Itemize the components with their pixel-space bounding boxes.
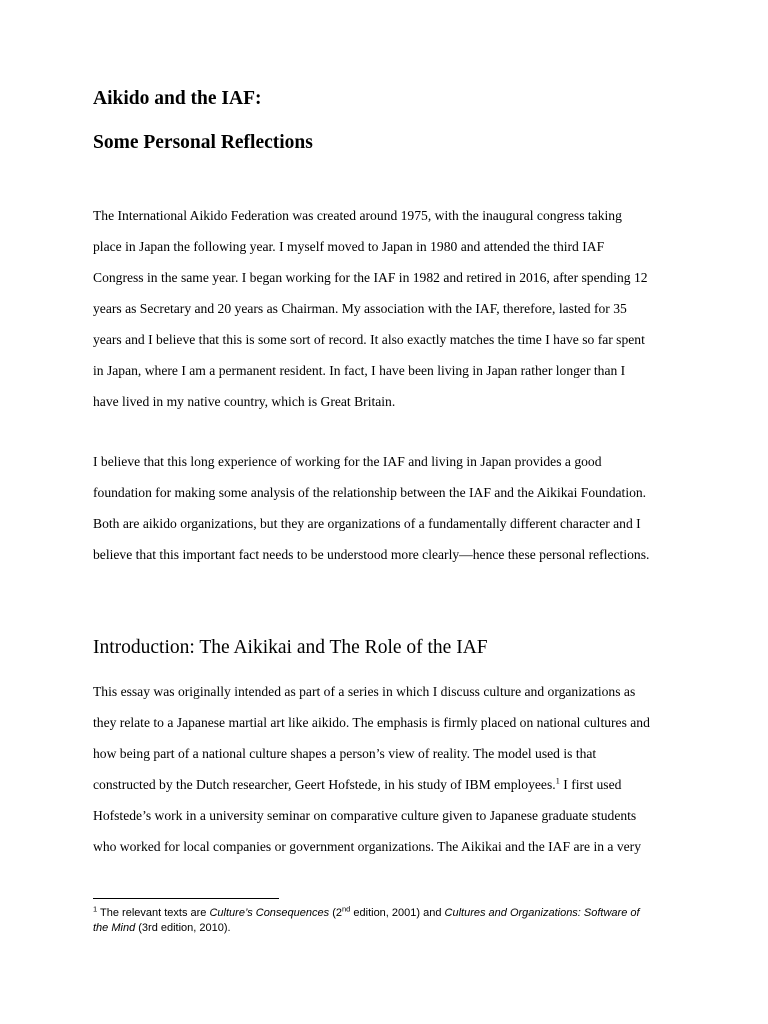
paragraph-relationship xyxy=(93,446,683,570)
paragraph-introduction xyxy=(93,676,683,862)
footnote-reference: 1 xyxy=(555,775,560,786)
text-line-with-footnote xyxy=(93,769,683,800)
footnote-book-title: the Mind xyxy=(93,922,136,934)
text-segment: I first used xyxy=(559,777,622,792)
text-line: Both are aikido organizations, but they are organizations of a fundamentally different character and I xyxy=(93,516,641,531)
document-title: Aikido and the IAF: xyxy=(93,88,262,109)
footnote-book-title: Culture’s Consequences xyxy=(209,907,330,919)
footnote-book-title: Cultures and Organizations: Software of xyxy=(444,907,640,919)
text-line: believe that this important fact needs to be understood more clearly—hence these personal reflections. xyxy=(93,547,650,562)
footnote-line xyxy=(93,906,693,921)
document-subtitle: Some Personal Reflections xyxy=(93,132,313,153)
text-line: they relate to a Japanese martial art like aikido. The emphasis is firmly placed on national cultures and xyxy=(93,715,650,730)
text-line: years as Secretary and 20 years as Chairman. My association with the IAF, therefore, lasted for 35 xyxy=(93,301,627,316)
text-line: Congress in the same year. I began working for the IAF in 1982 and retired in 2016, after spending 12 xyxy=(93,270,648,285)
paragraph-iaf-history xyxy=(93,200,683,417)
text-line: how being part of a national culture shapes a person’s view of reality. The model used is that xyxy=(93,746,597,761)
text-line: have lived in my native country, which is Great Britain. xyxy=(93,394,396,409)
text-line: years and I believe that this is some sort of record. It also exactly matches the time I have so far spent xyxy=(93,332,645,347)
text-line: The International Aikido Federation was created around 1975, with the inaugural congress taking xyxy=(93,208,622,223)
text-line: I believe that this long experience of working for the IAF and living in Japan provides a good xyxy=(93,454,602,469)
text-line: foundation for making some analysis of the relationship between the IAF and the Aikikai Foundation. xyxy=(93,485,647,500)
text-line: Hofstede’s work in a university seminar on comparative culture given to Japanese graduate students xyxy=(93,808,637,823)
footnote-text: (3rd edition, 2010). xyxy=(135,922,231,934)
text-line: who worked for local companies or government organizations. The Aikikai and the IAF are in a very xyxy=(93,839,641,854)
section-heading: Introduction: The Aikikai and The Role of the IAF xyxy=(93,637,488,658)
footnote-marker: 1 xyxy=(93,904,98,914)
footnote-text: edition, 2001) and xyxy=(350,907,445,919)
ordinal-suffix: nd xyxy=(341,904,351,914)
footnote xyxy=(93,906,693,936)
footnote-line xyxy=(93,921,693,936)
footnote-text: (2 xyxy=(329,907,342,919)
footnote-text: The relevant texts are xyxy=(97,907,210,919)
text-line: This essay was originally intended as part of a series in which I discuss culture and organizations as xyxy=(93,684,636,699)
footnote-separator xyxy=(93,898,279,899)
text-segment: constructed by the Dutch researcher, Geert Hofstede, in his study of IBM employees. xyxy=(93,777,556,792)
text-line: place in Japan the following year. I myself moved to Japan in 1980 and attended the third IAF xyxy=(93,239,605,254)
text-line: in Japan, where I am a permanent resident. In fact, I have been living in Japan rather longer than I xyxy=(93,363,626,378)
